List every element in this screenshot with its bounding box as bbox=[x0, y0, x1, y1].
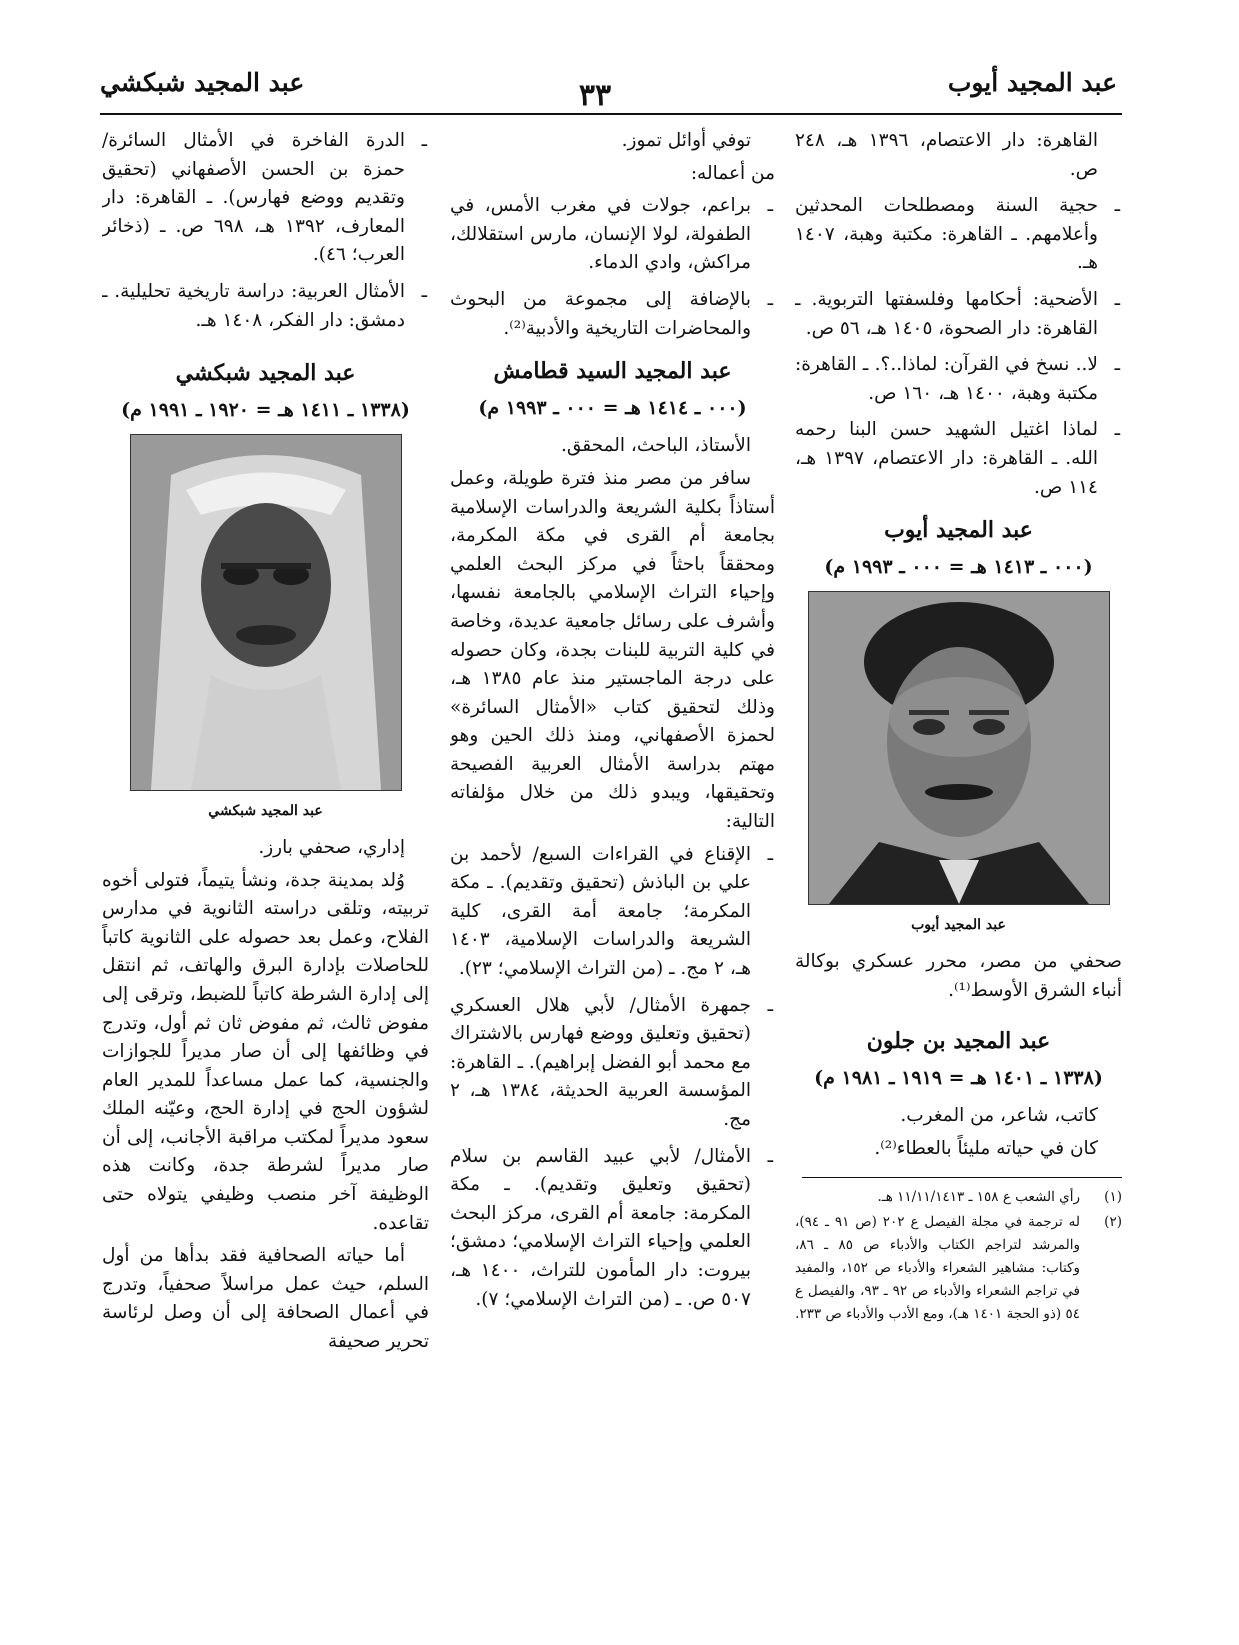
entry-dates-shabakshi: (١٣٣٨ ـ ١٤١١ هـ = ١٩٢٠ ـ ١٩٩١ م) bbox=[121, 398, 410, 421]
intro-line: من أعماله: bbox=[690, 162, 775, 184]
footnote-number: (١) bbox=[1104, 1189, 1122, 1206]
list-item: ـ الإقناع في القراءات السبع/ لأحمد بن علي بن الباذش (تحقيق وتقديم). ـ مكة المكرمة؛ جامعة أمة القرى، كلية الشريعة والدراسات الإسلامية، ١٤٠٣ هـ، ٢ مج. ـ (من التراث الإسلامي؛ ٢٣). bbox=[450, 843, 773, 980]
entry-title-qatamesh: الأستاذ، الباحث، المحقق. bbox=[560, 435, 751, 457]
list-item-text: الأمثال العربية: دراسة تاريخية تحليلية. ـ دمشق: دار الفكر، ١٤٠٨ هـ. bbox=[102, 280, 405, 331]
entry-name-qatamesh: عبد المجيد السيد قطامش bbox=[493, 358, 732, 385]
entry-dates-qatamesh: (٠٠٠ ـ ١٤١٤ هـ = ٠٠٠ ـ ١٩٩٣ م) bbox=[478, 396, 747, 419]
page-number: ٣٣ bbox=[578, 78, 612, 113]
list-item-text: حجية السنة ومصطلحات المحدثين وأعلامهم. ـ القاهرة: مكتبة وهبة، ١٤٠٧ هـ. bbox=[795, 195, 1098, 274]
entry-name-benjelloun: عبد المجيد بن جلون bbox=[866, 1028, 1051, 1055]
column-left bbox=[102, 127, 429, 1627]
list-item-text: بالإضافة إلى مجموعة من البحوث والمحاضرات التاريخية والأدبية⁽²⁾. bbox=[450, 288, 751, 339]
list-item: ـ بالإضافة إلى مجموعة من البحوث والمحاضرات التاريخية والأدبية⁽²⁾. bbox=[450, 288, 773, 339]
entry-title-shabakshi: إداري، صحفي بارز. bbox=[258, 836, 405, 858]
entry-name-ayyub: عبد المجيد أيوب bbox=[884, 517, 1033, 544]
entry-bio-benjelloun-1: كاتب، شاعر، من المغرب. bbox=[900, 1105, 1098, 1127]
footnote-text: رأي الشعب ع ١٥٨ ـ ١١/١١/١٤١٣ هـ. bbox=[877, 1189, 1080, 1206]
list-item-text: الأمثال/ لأبي عبيد القاسم بن سلام (تحقيق وتعليق وتقديم). ـ مكة المكرمة: جامعة أم القرى، مركز البحث العلمي وإحياء التراث الإسلامي؛ دمشق؛ بيروت: دار المأمون للتراث، ١٤٠٠ هـ، ٥٠٧ ص. ـ (من التراث الإسلامي؛ ٧). bbox=[450, 1145, 751, 1310]
running-header-right: عبد المجيد أيوب bbox=[947, 68, 1117, 97]
column-right bbox=[795, 127, 1122, 1627]
list-item-text: لماذا اغتيل الشهيد حسن البنا رحمه الله. ـ القاهرة: دار الاعتصام، ١٣٩٧ هـ، ١١٤ ص. bbox=[795, 419, 1098, 498]
portrait-photo-shabakshi bbox=[130, 434, 402, 791]
list-item: ـ الأضحية: أحكامها وفلسفتها التربوية. ـ القاهرة: دار الصحوة، ١٤٠٥ هـ، ٥٦ ص. bbox=[795, 288, 1120, 339]
list-item: ـ لماذا اغتيل الشهيد حسن البنا رحمه الله. ـ القاهرة: دار الاعتصام، ١٣٩٧ هـ، ١١٤ ص. bbox=[795, 419, 1120, 498]
list-item: ـ براعم، جولات في مغرب الأمس، في الطفولة، لولا الإنسان، مارس استقلالك، مراكش، وادي الدماء. bbox=[450, 195, 773, 274]
entry-dates-ayyub: (٠٠٠ ـ ١٤١٣ هـ = ٠٠٠ ـ ١٩٩٣ م) bbox=[824, 555, 1093, 578]
entry-bio-shabakshi-1: وُلد بمدينة جدة، ونشأ يتيماً، فتولى أخوه تربيته، وتلقى دراسته الثانوية في مدارس الفلاح، وعمل بعد حصوله على الثانوية كاتباً للحاصلات بإدارة البرق والهاتف، ثم انتقل إلى إدارة الشرطة كاتباً للضبط، وترقى إلى مفوض ثالث، ثم مفوض ثان ثم أول، وتدرج في وظائفها إلى أن صار مديراً للجوازات والجنسية، كما عمل مساعداً للمدير العام لشؤون الحج في إدارة الحج، وعيّنه الملك سعود مديراً لمكتب مراقبة الأجانب، إلى أن صار مديراً لشرطة جدة، وكانت هذه الوظيفة آخر منصب وظيفي يتولاه حتى تقاعده. bbox=[102, 869, 429, 1234]
list-item: ـ الأمثال/ لأبي عبيد القاسم بن سلام (تحقيق وتعليق وتقديم). ـ مكة المكرمة: جامعة أم القرى، مركز البحث العلمي وإحياء التراث الإسلامي؛ دمشق؛ بيروت: دار المأمون للتراث، ١٤٠٠ هـ، ٥٠٧ ص. ـ (من التراث الإسلامي؛ ٧). bbox=[450, 1145, 773, 1310]
list-item: ـ حجية السنة ومصطلحات المحدثين وأعلامهم. ـ القاهرة: مكتبة وهبة، ١٤٠٧ هـ. bbox=[795, 195, 1120, 274]
list-item-text: براعم، جولات في مغرب الأمس، في الطفولة، لولا الإنسان، مارس استقلالك، مراكش، وادي الدماء. bbox=[450, 195, 751, 274]
entry-bio-benjelloun-2: كان في حياته مليئاً بالعطاء⁽²⁾. bbox=[874, 1137, 1098, 1159]
list-item: ـ لا.. نسخ في القرآن: لماذا..؟. ـ القاهرة: مكتبة وهبة، ١٤٠٠ هـ، ١٦٠ ص. bbox=[795, 354, 1120, 404]
list-item: ـ الدرة الفاخرة في الأمثال السائرة/ حمزة بن الحسن الأصفهاني (تحقيق وتقديم ووضع فهارس). ـ القاهرة: دار المعارف، ١٣٩٢ هـ، ٦٩٨ ص. ـ (ذخائر العرب؛ ٤٦). bbox=[102, 130, 427, 266]
entry-name-shabakshi: عبد المجيد شبكشي bbox=[175, 360, 356, 387]
portrait-photo-ayyub bbox=[808, 591, 1110, 905]
running-header-left: عبد المجيد شبكشي bbox=[100, 68, 305, 97]
footnote-text: له ترجمة في مجلة الفيصل ع ٢٠٢ (ص ٩١ ـ ٩٤)، والمرشد لتراجم الكتاب والأدباء ص ٨٥ ـ ٨٦، وكتاب: مشاهير الشعراء والأدباء ص ١٥٢، والمفيد في تراجم الشعراء والأدباء ص ٩٢ ـ ٩٣، والفيصل ع ٥٤ (ذو الحجة ١٤٠١ هـ)، ومع الأدب والأدباء ص ٢٣٣. bbox=[795, 1214, 1081, 1323]
entry-dates-benjelloun: (١٣٣٨ ـ ١٤٠١ هـ = ١٩١٩ ـ ١٩٨١ م) bbox=[814, 1066, 1103, 1089]
footnote bbox=[795, 1211, 1122, 1326]
footnote-number: (٢) bbox=[1104, 1214, 1122, 1231]
entry-bio-ayyub: صحفي من مصر، محرر عسكري بوكالة أنباء الشرق الأوسط⁽¹⁾. bbox=[795, 950, 1122, 1001]
list-item-text: الدرة الفاخرة في الأمثال السائرة/ حمزة بن الحسن الأصفهاني (تحقيق وتقديم ووضع فهارس). ـ القاهرة: دار المعارف، ١٣٩٢ هـ، ٦٩٨ ص. ـ (ذخائر العرب؛ ٤٦). bbox=[102, 130, 405, 266]
list-item-text: جمهرة الأمثال/ لأبي هلال العسكري (تحقيق وتعليق ووضع فهارس بالاشتراك مع محمد أبو الفضل إبراهيم). ـ القاهرة: المؤسسة العربية الحديثة، ١٣٨٤ هـ، ٢ مج. bbox=[450, 994, 751, 1130]
entry-bio-qatamesh: سافر من مصر منذ فترة طويلة، وعمل أستاذاً بكلية الشريعة والدراسات الإسلامية بجامعة أم القرى في مكة المكرمة، ومحققاً باحثاً في مركز البحث العلمي وإحياء التراث الإسلامي بالجامعة نفسها، وأشرف على رسائل جامعية عديدة، وخاصة في كلية التربية للبنات بجدة، وكان حصوله على درجة الماجستير منذ عام ١٣٨٥ هـ، وذلك لتحقيق كتاب «الأمثال السائرة» لحمزة الأصفهاني، ومنذ ذلك الحين وهو مهتم بدراسة الأمثال العربية الفصيحة وتحقيقها، ويبدو ذلك من خلال مؤلفاته التالية: bbox=[450, 467, 775, 833]
footnote bbox=[795, 1186, 1122, 1209]
portrait-image bbox=[809, 592, 1109, 904]
footnote-rule bbox=[802, 1177, 1122, 1178]
list-item-text: لا.. نسخ في القرآن: لماذا..؟. ـ القاهرة: مكتبة وهبة، ١٤٠٠ هـ، ١٦٠ ص. bbox=[795, 354, 1098, 404]
list-item: ـ جمهرة الأمثال/ لأبي هلال العسكري (تحقيق وتعليق ووضع فهارس بالاشتراك مع محمد أبو الفضل إبراهيم). ـ القاهرة: المؤسسة العربية الحديثة، ١٣٨٤ هـ، ٢ مج. bbox=[450, 994, 773, 1130]
entry-bio-shabakshi-2: أما حياته الصحافية فقد بدأها من أول السلم، حيث عمل مراسلاً صحفياً، وتدرج في أعمال الصحافة إلى أن وصل لرئاسة تحرير صحيفة bbox=[102, 1245, 429, 1353]
header-rule bbox=[100, 113, 1122, 115]
list-item-text: الإقناع في القراءات السبع/ لأحمد بن علي بن الباذش (تحقيق وتقديم). ـ مكة المكرمة؛ جامعة أمة القرى، كلية الشريعة والدراسات الإسلامية، ١٤٠٣ هـ، ٢ مج. ـ (من التراث الإسلامي؛ ٢٣). bbox=[450, 843, 751, 980]
list-item: القاهرة: دار الاعتصام، ١٣٩٦ هـ، ٢٤٨ ص. bbox=[795, 130, 1098, 180]
intro-line: توفي أوائل تموز. bbox=[621, 130, 751, 151]
portrait-image bbox=[131, 435, 401, 790]
list-item: ـ الأمثال العربية: دراسة تاريخية تحليلية. ـ دمشق: دار الفكر، ١٤٠٨ هـ. bbox=[102, 280, 427, 331]
portrait-caption-shabakshi: عبد المجيد شبكشي bbox=[208, 803, 323, 820]
column-middle bbox=[450, 127, 775, 1627]
list-item-text: الأضحية: أحكامها وفلسفتها التربوية. ـ القاهرة: دار الصحوة، ١٤٠٥ هـ، ٥٦ ص. bbox=[795, 288, 1098, 339]
portrait-caption-ayyub: عبد المجيد أيوب bbox=[911, 917, 1006, 934]
